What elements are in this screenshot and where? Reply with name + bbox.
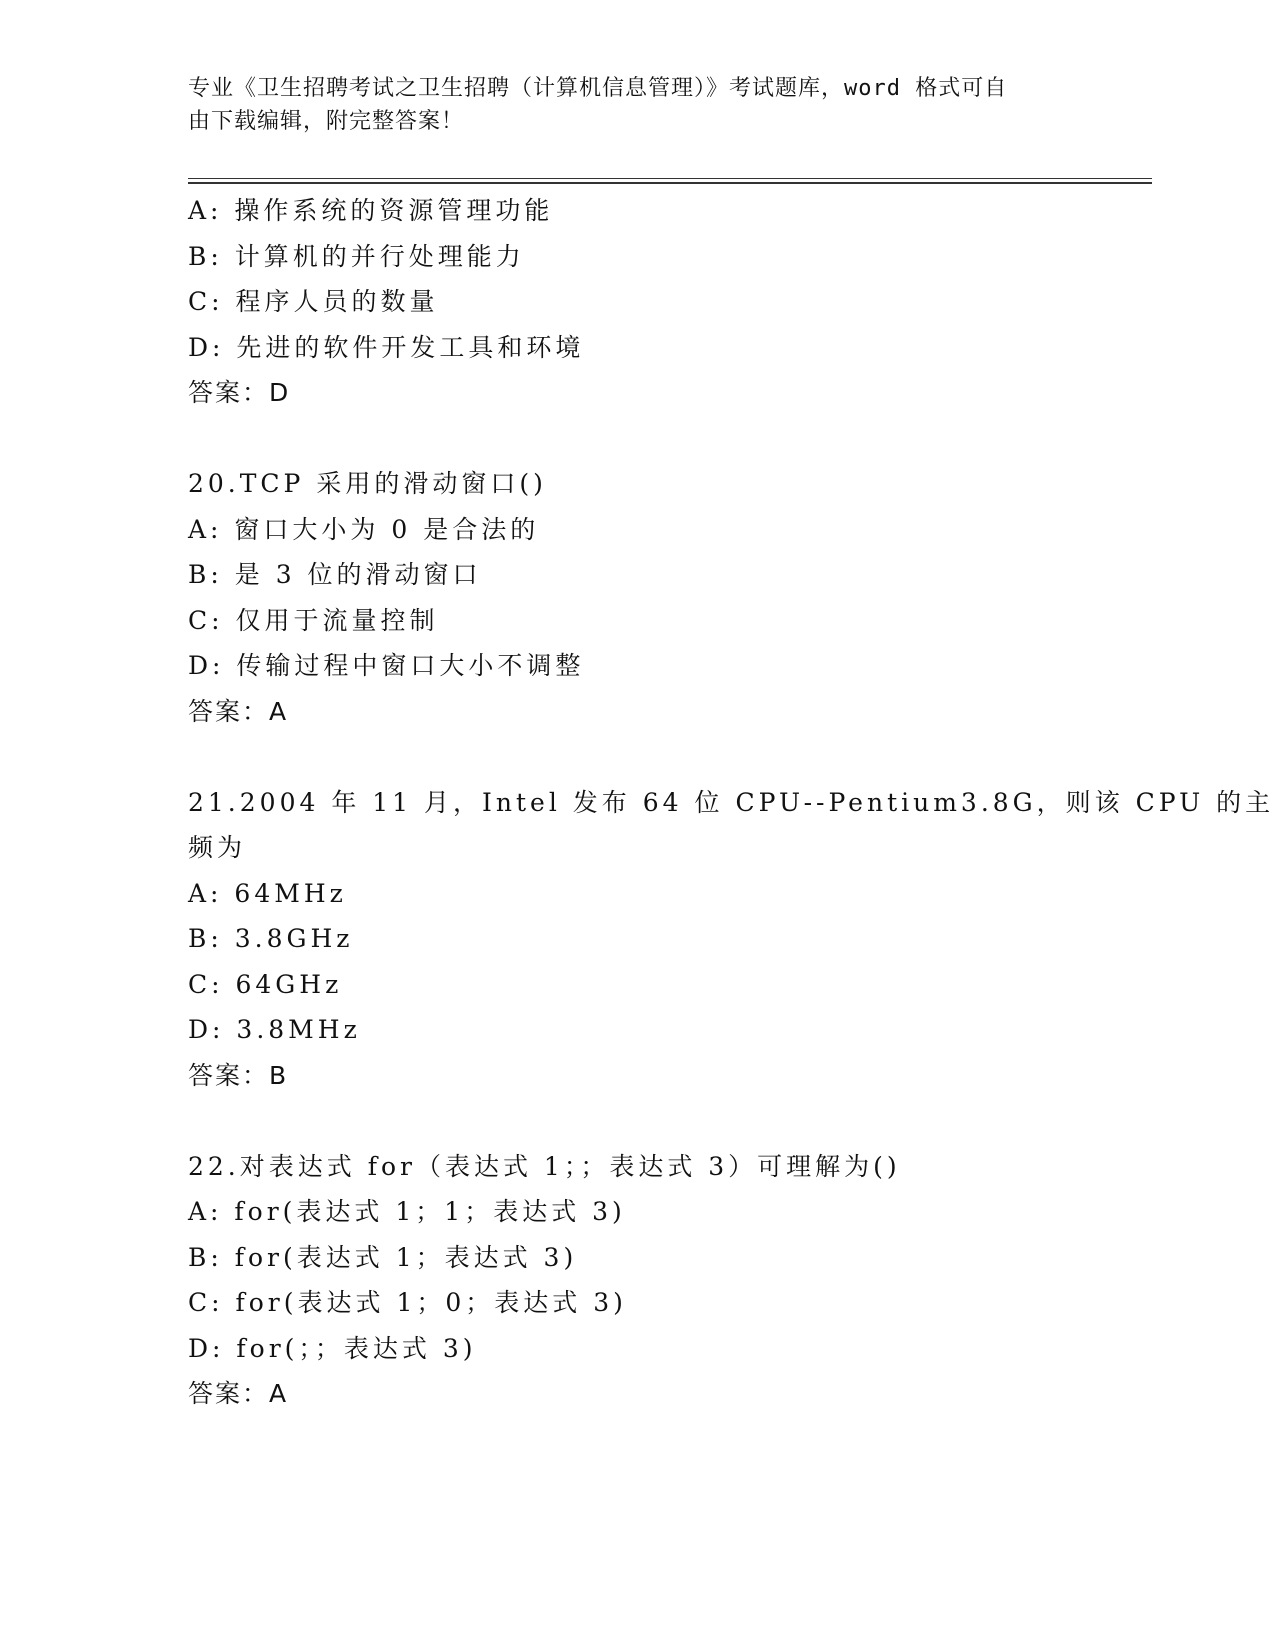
question-20 — [188, 461, 1148, 734]
answer-line: 答案：D — [188, 378, 291, 407]
option-c: C: for(表达式 1；0；表达式 3) — [188, 1288, 627, 1317]
option-a: A: 64MHz — [188, 878, 347, 908]
option-d: D: 传输过程中窗口大小不调整 — [188, 651, 585, 680]
spacer — [188, 734, 1148, 780]
option-d: D: for(；；表达式 3) — [188, 1333, 477, 1363]
option-b: B: 计算机的并行处理能力 — [188, 241, 525, 271]
question-stem: 20.TCP 采用的滑动窗口() — [188, 469, 547, 498]
question-21 — [188, 780, 1275, 1099]
option-a: A: 窗口大小为 0 是合法的 — [188, 514, 540, 544]
option-c: C: 仅用于流量控制 — [188, 605, 439, 635]
option-c: C: 程序人员的数量 — [188, 287, 439, 316]
question-19-continued — [188, 188, 1148, 416]
spacer — [188, 1098, 1148, 1144]
option-b: B: 3.8GHz — [188, 924, 354, 953]
question-stem-continued: 频为 — [188, 833, 247, 862]
question-stem: 22.对表达式 for（表达式 1；；表达式 3）可理解为() — [188, 1151, 901, 1181]
option-d: D: 3.8MHz — [188, 1015, 361, 1044]
option-b: B: 是 3 位的滑动窗口 — [188, 560, 482, 589]
answer-line: 答案：B — [188, 1060, 289, 1090]
question-22 — [188, 1144, 1148, 1417]
header-line-2: 由下载编辑，附完整答案！ — [188, 109, 465, 134]
question-stem: 21.2004 年 11 月，Intel 发布 64 位 CPU--Pentium3.8G，则该 CPU 的主 — [188, 787, 1275, 817]
option-d: D: 先进的软件开发工具和环境 — [188, 332, 585, 362]
header-line-1: 专业《卫生招聘考试之卫生招聘（计算机信息管理）》考试题库，word 格式可自 — [188, 76, 1008, 101]
option-a: A: for(表达式 1；1；表达式 3) — [188, 1197, 626, 1226]
header-divider-top — [188, 178, 1152, 179]
answer-line: 答案：A — [188, 696, 289, 726]
document-header — [188, 72, 1088, 138]
option-b: B: for(表达式 1；表达式 3) — [188, 1242, 578, 1272]
header-divider-bottom — [188, 182, 1152, 184]
option-c: C: 64GHz — [188, 969, 343, 999]
option-a: A: 操作系统的资源管理功能 — [188, 196, 554, 225]
spacer — [188, 416, 1148, 462]
answer-line: 答案：A — [188, 1379, 289, 1408]
question-content — [188, 188, 1275, 1417]
